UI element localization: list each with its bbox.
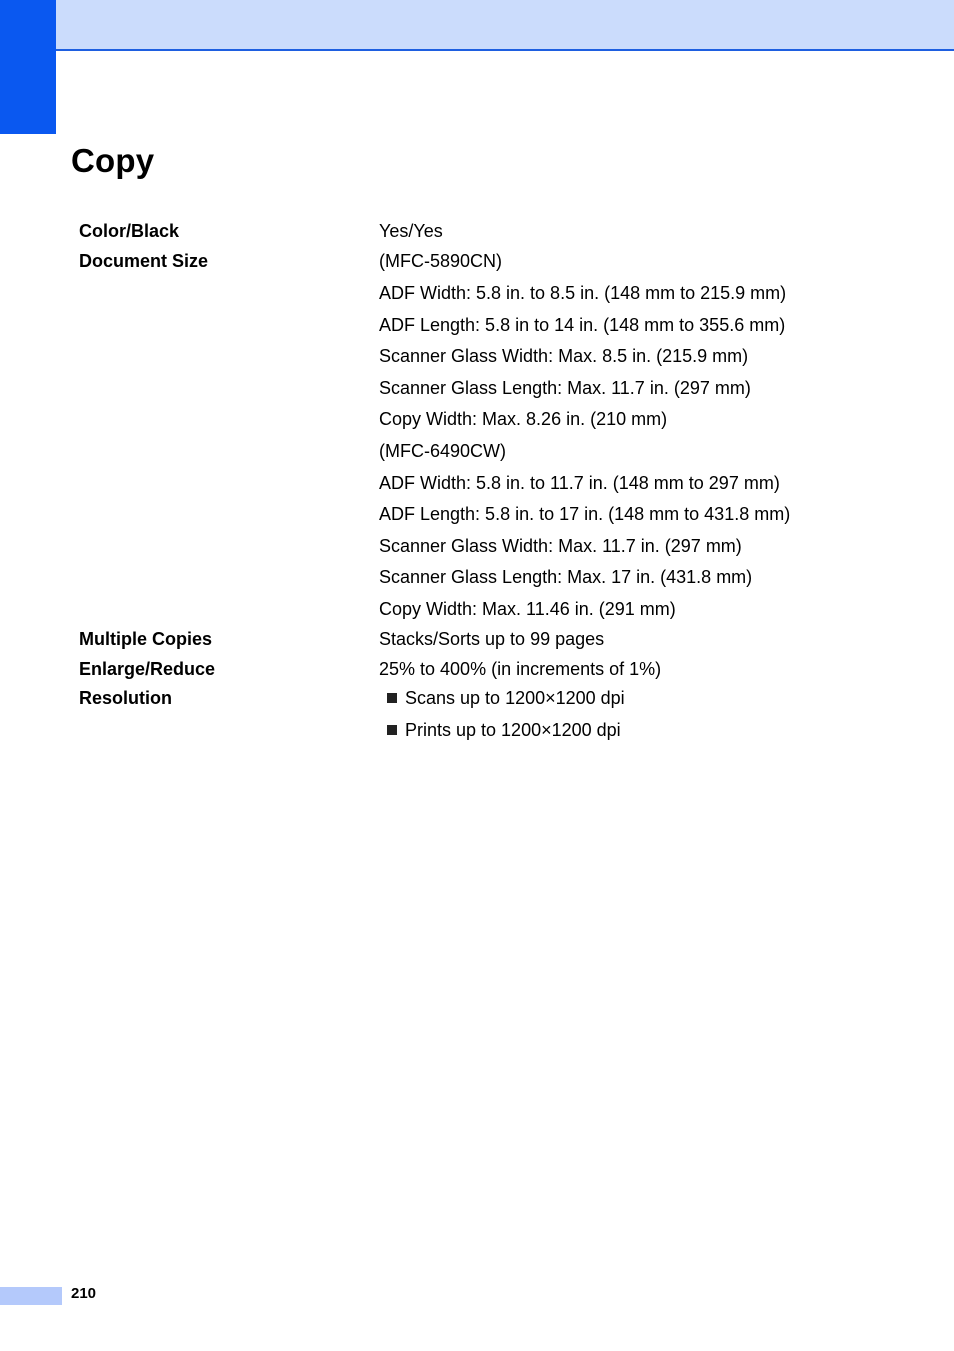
spec-value-document-size-line: ADF Width: 5.8 in. to 11.7 in. (148 mm to 297 mm) [379, 473, 780, 493]
spec-label-resolution: Resolution [79, 688, 172, 708]
page-title: Copy [71, 142, 155, 179]
square-bullet-icon [387, 693, 397, 703]
spec-value-multiple-copies: Stacks/Sorts up to 99 pages [379, 629, 605, 649]
spec-value-resolution-print: Prints up to 1200×1200 dpi [405, 720, 621, 740]
spec-value-document-size-line: Copy Width: Max. 8.26 in. (210 mm) [379, 409, 668, 429]
spec-label-enlarge-reduce: Enlarge/Reduce [79, 659, 216, 679]
spec-value-document-size-line: Copy Width: Max. 11.46 in. (291 mm) [379, 599, 676, 619]
chapter-tab [0, 0, 56, 134]
spec-label-multiple-copies: Multiple Copies [79, 629, 213, 649]
footer-bar [0, 1287, 62, 1305]
spec-value-document-size-line: ADF Length: 5.8 in to 14 in. (148 mm to 355.6 mm) [379, 315, 786, 335]
spec-value-enlarge-reduce: 25% to 400% (in increments of 1%) [379, 659, 662, 679]
list-item [387, 687, 625, 709]
square-bullet-icon [387, 725, 397, 735]
spec-value-document-size-line: Scanner Glass Width: Max. 8.5 in. (215.9 mm) [379, 346, 749, 366]
spec-value-document-size-line: ADF Length: 5.8 in. to 17 in. (148 mm to 431.8 mm) [379, 504, 791, 524]
spec-label-color-black: Color/Black [79, 221, 180, 241]
spec-value-resolution-scan: Scans up to 1200×1200 dpi [405, 688, 625, 708]
spec-value-document-size-line: Scanner Glass Length: Max. 11.7 in. (297 mm) [379, 378, 751, 398]
spec-value-color-black: Yes/Yes [379, 221, 443, 241]
spec-value-document-size-model-a: (MFC-5890CN) [379, 251, 503, 271]
list-item [387, 719, 621, 741]
spec-label-document-size: Document Size [79, 251, 209, 271]
spec-value-document-size-line: Scanner Glass Length: Max. 17 in. (431.8 mm) [379, 567, 753, 587]
header-band [56, 0, 954, 51]
page-number: 210 [71, 1285, 97, 1302]
spec-value-document-size-line: Scanner Glass Width: Max. 11.7 in. (297 mm) [379, 536, 742, 556]
spec-value-document-size-model-b: (MFC-6490CW) [379, 441, 507, 461]
spec-value-document-size-line: ADF Width: 5.8 in. to 8.5 in. (148 mm to 215.9 mm) [379, 283, 787, 303]
